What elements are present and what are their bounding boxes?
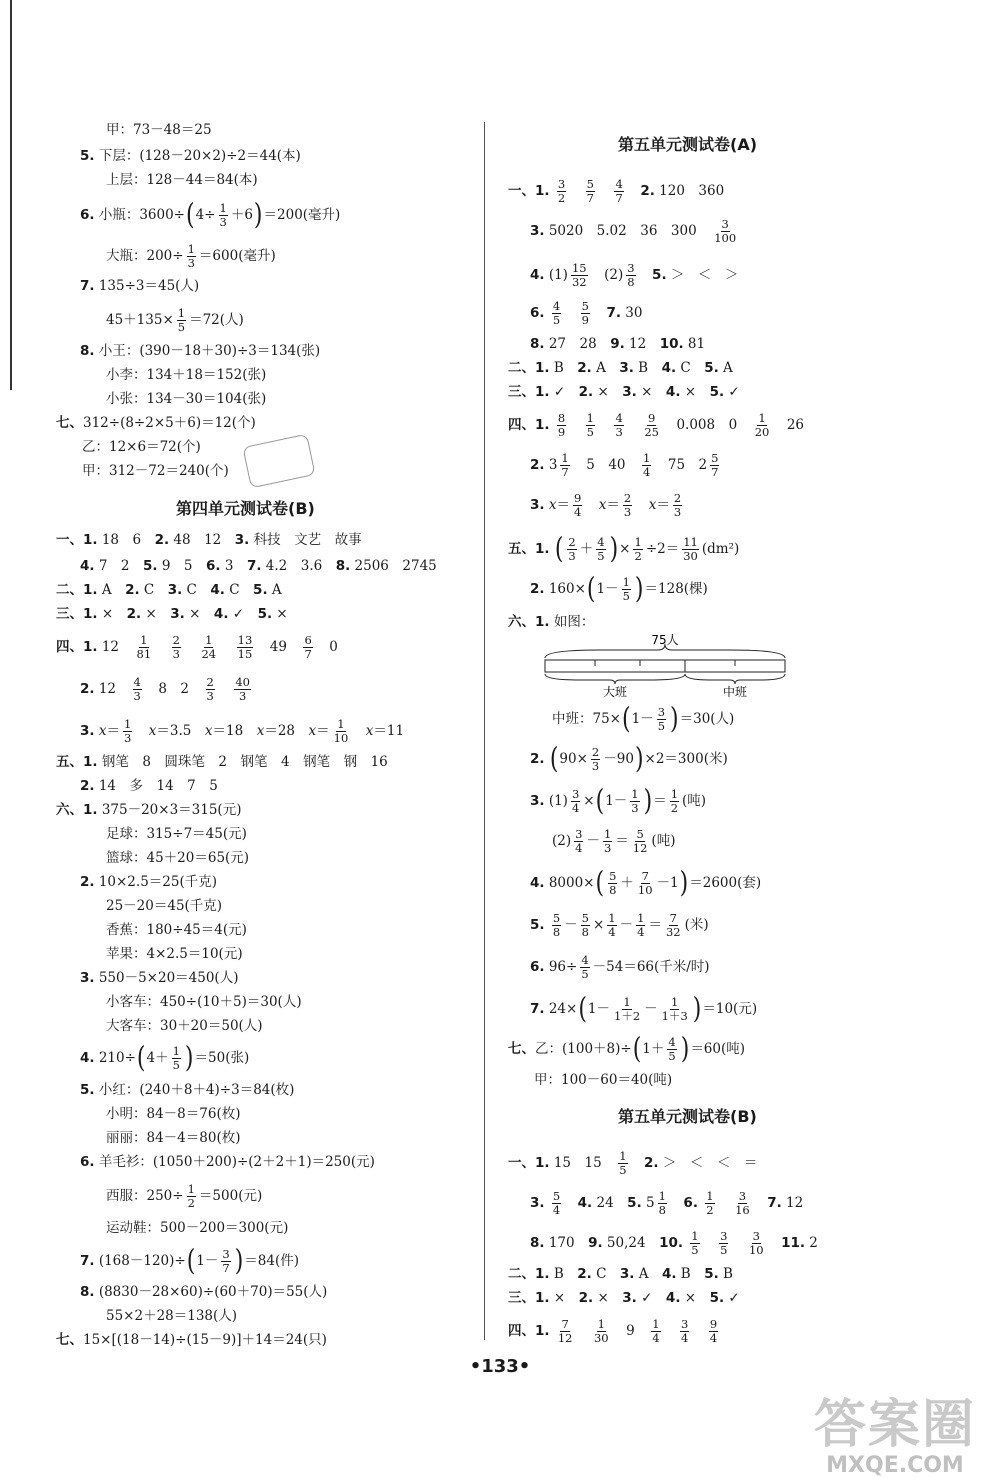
answer-line: 四、1. $\frac{8}{9}$ $\frac{1}{5}$ $\frac{4}{3}$ $\frac{9}{25}$ 0.008 0 $\frac{1}{20}$ 26 <box>508 411 805 439</box>
answer-line: 2. 160×(1－ $\frac{1}{5}$ )＝128(棵) <box>530 572 708 606</box>
answer-line: 2. 12 $\frac{4}{3}$ 8 2 $\frac{2}{3}$ $\frac{40}{3}$ <box>80 675 250 703</box>
answer-line: 7. (168－120)÷(1－ $\frac{3}{7}$ )＝84(件) <box>80 1244 300 1278</box>
answer-line: 二、1. B 2. A 3. B 4. C 5. A <box>508 360 733 376</box>
answer-line: 五、1. ( $\frac{2}{3}$ ＋ $\frac{4}{5}$ )× $\frac{1}{2}$ ÷2＝ $\frac{11}{30}$ (dm²) <box>508 532 740 566</box>
answer-line: 二、1. B 2. C 3. A 4. B 5. B <box>508 1266 733 1282</box>
diagram-total-label: 75人 <box>651 633 679 647</box>
answer-line: 中班：75×(1－ $\frac{3}{5}$ )＝30(人) <box>552 702 735 736</box>
page-number: •133• <box>469 1356 531 1377</box>
answer-line: 七、15×[(18－14)÷(15－9)]＋14＝24(只) <box>56 1332 327 1348</box>
section-title: 第五单元测试卷(A) <box>618 135 758 154</box>
section-title: 第五单元测试卷(B) <box>618 1107 757 1126</box>
answer-line: 5. $\frac{5}{8}$ － $\frac{5}{8}$ × $\frac{1}{4}$ － $\frac{1}{4}$ ＝ $\frac{7}{32}$ (米) <box>530 911 709 939</box>
answer-line: 6. 96÷ $\frac{4}{5}$ －54＝66(千米/时) <box>530 953 710 981</box>
answer-line: 上层：128－44＝84(本) <box>106 172 258 188</box>
answer-line: 香蕉：180÷45＝4(元) <box>106 922 247 938</box>
answer-line: (2) $\frac{3}{4}$ － $\frac{1}{3}$ ＝ $\frac{5}{12}$ (吨) <box>552 827 676 855</box>
answer-line: 8. (8830－28×60)÷(60＋70)＝55(人) <box>80 1284 328 1300</box>
answer-line: 4. 210÷(4＋ $\frac{1}{5}$ )＝50(张) <box>80 1041 250 1075</box>
brace-top <box>545 644 785 658</box>
column-divider <box>484 122 485 1340</box>
answer-line: 一、1. 15 15 $\frac{1}{5}$ 2. ＞ ＜ ＜ ＝ <box>508 1149 758 1177</box>
answer-line: 3. 5020 5.02 36 300 $\frac{3}{100}$ <box>530 217 737 245</box>
watermark-url: MXQE.COM <box>826 1453 964 1478</box>
answer-line: 2. 3 $\frac{1}{7}$ 5 40 $\frac{1}{4}$ 75 2 $\frac{5}{7}$ <box>530 451 719 479</box>
answer-line: 丽丽：84－4＝80(枚) <box>106 1130 241 1146</box>
answer-line: 四、1. 12 $\frac{1}{81}$ $\frac{2}{3}$ $\frac{1}{24}$ $\frac{13}{15}$ 49 $\frac{6}{7}$ 0 <box>56 633 338 661</box>
answer-line: 2. 14 多 14 7 5 <box>80 778 218 794</box>
stamp-mark <box>242 434 315 489</box>
diagram-bar <box>545 660 785 672</box>
answer-line: 4. 7 2 5. 9 5 6. 3 7. 4.2 3.6 8. 2506 2745 <box>80 558 437 574</box>
answer-line: 三、1. × 2. × 3. ✓ 4. × 5. ✓ <box>508 1290 740 1306</box>
answer-line: 3. 550－5×20＝450(人) <box>80 970 239 986</box>
answer-line: 七、312÷(8÷2×5＋6)＝12(个) <box>56 415 256 431</box>
answer-line: 西服：250÷ $\frac{1}{2}$ ＝500(元) <box>106 1182 263 1210</box>
answer-line: 55×2＋28＝138(人) <box>106 1308 238 1324</box>
brace-right <box>685 674 785 684</box>
line-segment-diagram <box>540 632 790 698</box>
answer-line: 小客车：450÷(10＋5)＝30(人) <box>106 994 302 1010</box>
answer-line: 甲：312－72＝240(个) <box>82 463 229 479</box>
answer-line: 三、1. × 2. × 3. × 4. ✓ 5. × <box>56 606 288 622</box>
answer-line: 3. (1) $\frac{3}{4}$ ×(1－ $\frac{1}{3}$ )＝ $\frac{1}{2}$ (吨) <box>530 784 707 818</box>
answer-line: 大客车：30＋20＝50(人) <box>106 1018 263 1034</box>
answer-line: 苹果：4×2.5＝10(元) <box>106 946 243 962</box>
answer-line: 乙：12×6＝72(个) <box>82 439 201 455</box>
answer-line: 25－20＝45(千克) <box>106 898 223 914</box>
answer-line: 小明：84－8＝76(枚) <box>106 1106 241 1122</box>
answer-line: 4. 8000×( $\frac{5}{8}$ ＋ $\frac{7}{10}$ －1)＝2600(套) <box>530 866 762 900</box>
answer-line: 三、1. ✓ 2. × 3. × 4. × 5. ✓ <box>508 384 740 400</box>
answer-line: 小李：134＋18＝152(张) <box>106 367 267 383</box>
answer-line: 2. (90× $\frac{2}{3}$ －90)×2＝300(米) <box>530 742 728 776</box>
answer-line: 6. $\frac{4}{5}$ $\frac{5}{9}$ 7. 30 <box>530 299 643 327</box>
answer-line: 足球：315÷7＝45(元) <box>106 826 247 842</box>
answer-line: 一、1. $\frac{3}{2}$ $\frac{5}{7}$ $\frac{4}{7}$ 2. 120 360 <box>508 177 725 205</box>
answer-line: 3. x＝ $\frac{1}{3}$ x＝3.5 x＝18 x＝28 x＝ $\frac{1}{10}$ x＝11 <box>80 717 405 745</box>
section-title: 第四单元测试卷(B) <box>176 499 315 518</box>
answer-line: 七、乙：(100＋8)÷(1＋ $\frac{4}{5}$ )＝60(吨) <box>508 1032 746 1066</box>
answer-line: 运动鞋：500－200＝300(元) <box>106 1220 289 1236</box>
answer-line: 5. 下层：(128－20×2)÷2＝44(本) <box>80 148 301 164</box>
answer-line: 45＋135× $\frac{1}{5}$ ＝72(人) <box>106 306 244 334</box>
answer-line: 7. 24×(1－ $\frac{1}{1+2}$ － $\frac{1}{1+3}$ )＝10(元) <box>530 992 758 1026</box>
answer-line: 六、1. 375－20×3＝315(元) <box>56 802 242 818</box>
answer-line: 5. 小红：(240＋8＋4)÷3＝84(枚) <box>80 1082 295 1098</box>
answer-line: 6. 羊毛衫：(1050＋200)÷(2＋2＋1)＝250(元) <box>80 1154 375 1170</box>
answer-line: 甲：73－48＝25 <box>106 122 212 138</box>
answer-line: 6. 小瓶：3600÷(4÷ $\frac{1}{3}$ ＋6)＝200(毫升) <box>80 198 341 232</box>
page-edge-bar <box>10 0 12 390</box>
answer-line: 小张：134－30＝104(张) <box>106 391 267 407</box>
brace-left <box>545 674 685 684</box>
answer-line: 四、1. $\frac{7}{12}$ $\frac{1}{30}$ 9 $\frac{1}{4}$ $\frac{3}{4}$ $\frac{9}{4}$ <box>508 1317 718 1345</box>
answer-line: 7. 135÷3＝45(人) <box>80 278 200 294</box>
answer-line: 篮球：45＋20＝65(元) <box>106 850 250 866</box>
answer-line: 4. (1) $\frac{15}{32}$ (2) $\frac{3}{8}$ 5. ＞ ＜ ＞ <box>530 261 739 289</box>
diagram-left-label: 大班 <box>602 685 628 698</box>
answer-line: 8. 小王：(390－18＋30)÷3＝134(张) <box>80 343 321 359</box>
answer-line: 大瓶：200÷ $\frac{1}{3}$ ＝600(毫升) <box>106 242 276 270</box>
answer-line: 六、1. 如图： <box>508 614 595 630</box>
answer-line: 3. x＝ $\frac{9}{4}$ x＝ $\frac{2}{3}$ x＝ $\frac{2}{3}$ <box>530 491 682 519</box>
watermark-logo-text: 答案圈 <box>813 1395 976 1455</box>
answer-line: 3. $\frac{5}{4}$ 4. 24 5. 5 $\frac{1}{8}$ 6. $\frac{1}{2}$ $\frac{3}{16}$ 7. 12 <box>530 1189 804 1217</box>
diagram-right-label: 中班 <box>722 685 748 698</box>
answer-line: 甲：100－60＝40(吨) <box>534 1072 673 1088</box>
answer-line: 一、1. 18 6 2. 48 12 3. 科技 文艺 故事 <box>56 532 362 548</box>
answer-line: 8. 27 28 9. 12 10. 81 <box>530 336 706 352</box>
answer-line: 2. 10×2.5＝25(千克) <box>80 874 217 890</box>
answer-line: 五、1. 钢笔 8 圆珠笔 2 钢笔 4 钢笔 钢 16 <box>56 754 388 770</box>
watermark <box>814 1382 976 1478</box>
answer-line: 二、1. A 2. C 3. C 4. C 5. A <box>56 582 282 598</box>
answer-line: 8. 170 9. 50,24 10. $\frac{1}{5}$ $\frac{3}{5}$ $\frac{3}{10}$ 11. 2 <box>530 1229 818 1257</box>
